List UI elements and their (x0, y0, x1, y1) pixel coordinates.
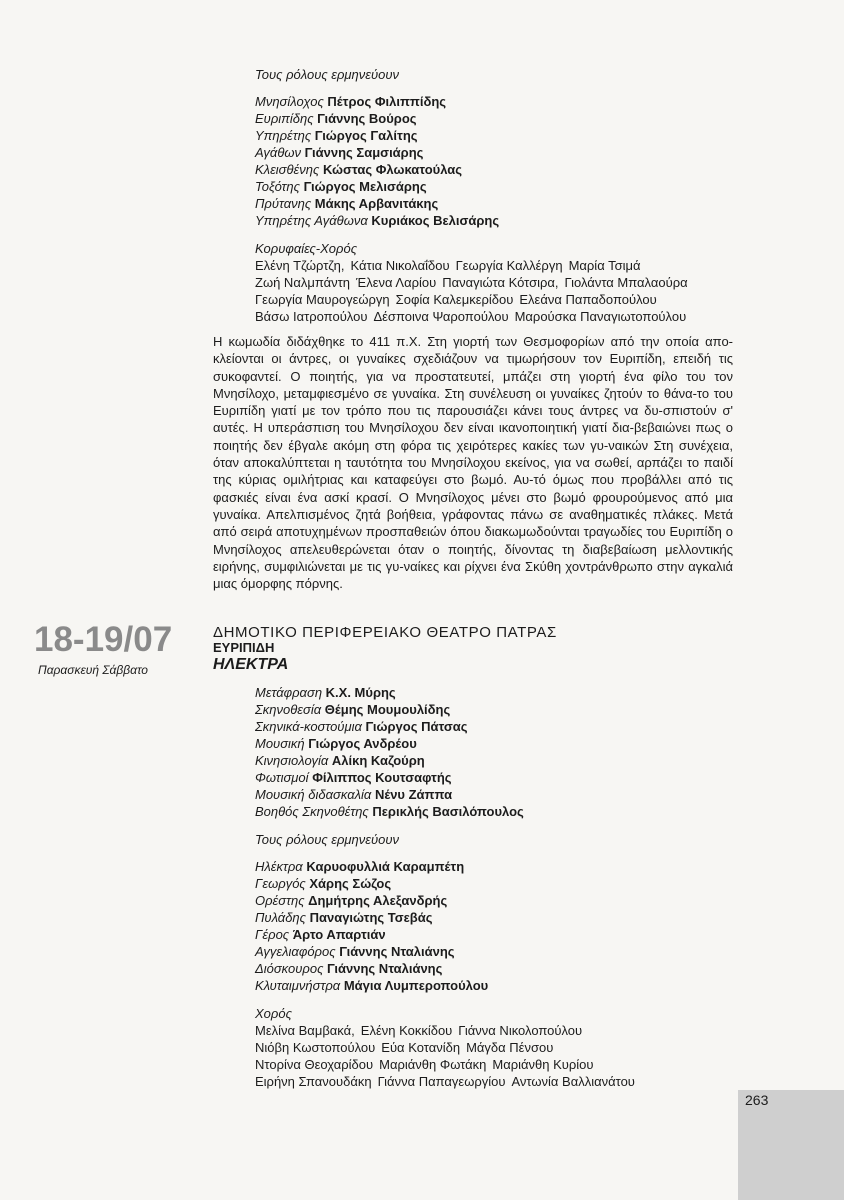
chorus-member: Γιάννα Παπαγεωργίου (377, 1074, 506, 1089)
chorus-member: Βάσω Ιατροπούλου (255, 309, 368, 324)
credit-name: Παναγιώτης Τσεβάς (309, 910, 433, 925)
top-cast-section (255, 66, 688, 325)
play-author: ΕΥΡΙΠΙΔΗ (213, 640, 275, 655)
credit-name: Γιάννης Βούρος (317, 111, 417, 126)
credit-name: Νένυ Ζάππα (374, 787, 453, 802)
chorus-member: Παναγιώτα Κότσιρα, (442, 275, 559, 290)
credit-name: Γιάννης Νταλιάνης (339, 944, 455, 959)
chorus-member: Γεωργία Καλλέργη (455, 258, 563, 273)
credit-role: Πυλάδης (255, 910, 306, 925)
chorus-line (255, 1073, 635, 1090)
event-days: Παρασκευή Σάββατο (38, 663, 148, 677)
credit-name: Αλίκη Καζούρη (331, 753, 425, 768)
credit-line (255, 926, 635, 943)
credit-role: Υπηρέτης Αγάθωνα (255, 213, 368, 228)
credit-name: Γιώργος Μελισάρης (303, 179, 427, 194)
credit-name: Πέτρος Φιλιππίδης (327, 94, 447, 109)
credit-role: Ευριπίδης (255, 111, 314, 126)
credit-role: Μουσική (255, 736, 305, 751)
cast-roles (255, 858, 635, 994)
top-cast-roles (255, 93, 688, 229)
top-cast-heading: Τους ρόλους ερμηνεύουν (255, 67, 400, 82)
credit-role: Μουσική διδασκαλία (255, 787, 372, 802)
chorus-member: Γεωργία Μαυρογεώργη (255, 292, 390, 307)
page-number: 263 (745, 1092, 769, 1108)
chorus-member: Σοφία Καλεμκερίδου (395, 292, 514, 307)
chorus-member: Ειρήνη Σπανουδάκη (255, 1074, 372, 1089)
event-date: 18-19/07 (34, 620, 173, 659)
credit-role: Κινησιολογία (255, 753, 329, 768)
chorus-line (255, 308, 688, 325)
credit-name: Γιώργος Γαλίτης (314, 128, 418, 143)
credit-role: Φωτισμοί (255, 770, 309, 785)
credit-line (255, 909, 635, 926)
chorus-member: Μαρούσκα Παναγιωτοπούλου (514, 309, 687, 324)
credit-name: Άρτο Απαρτιάν (292, 927, 386, 942)
credit-name: Γιάννης Σαμσιάρης (304, 145, 424, 160)
credit-role: Τοξότης (255, 179, 300, 194)
credit-role: Ηλέκτρα (255, 859, 303, 874)
credit-line (255, 752, 635, 769)
chorus-member: Γιολάντα Μπαλαούρα (564, 275, 688, 290)
credit-line (255, 786, 635, 803)
credit-line (255, 858, 635, 875)
credit-name: Κ.Χ. Μύρης (325, 685, 396, 700)
credit-line (255, 144, 688, 161)
chorus-heading: Χορός (255, 1006, 292, 1021)
credit-role: Μετάφραση (255, 685, 323, 700)
credit-line (255, 110, 688, 127)
page-number-tab (738, 1090, 844, 1200)
chorus-list (255, 1022, 635, 1090)
credit-role: Γέρος (255, 927, 290, 942)
credit-line (255, 803, 635, 820)
chorus-member: Νιόβη Κωστοπούλου (255, 1040, 376, 1055)
production-section (255, 684, 635, 1090)
credit-line (255, 977, 635, 994)
chorus-member: Ζωή Ναλμπάντη (255, 275, 350, 290)
credit-line (255, 212, 688, 229)
credit-line (255, 684, 635, 701)
credit-role: Βοηθός Σκηνοθέτης (255, 804, 369, 819)
chorus-line (255, 291, 688, 308)
chorus-member: Ελεάνα Παπαδοπούλου (519, 292, 657, 307)
credit-name: Φίλιππος Κουτσαφτής (312, 770, 452, 785)
credit-name: Γιάννης Νταλιάνης (327, 961, 443, 976)
credit-name: Καρυοφυλλιά Καραμπέτη (306, 859, 465, 874)
credit-line (255, 769, 635, 786)
credit-name: Δημήτρης Αλεξανδρής (308, 893, 448, 908)
chorus-member: Δέσποινα Ψαροπούλου (373, 309, 509, 324)
credit-role: Σκηνοθεσία (255, 702, 322, 717)
credit-name: Μάγια Λυμπεροπούλου (343, 978, 489, 993)
chorus-line (255, 1039, 635, 1056)
synopsis-paragraph: Η κωμωδία διδάχθηκε το 411 π.Χ. Στη γιορτή των Θεσμοφορίων από την οποία απο-κλείονται οι άντρες, οι γυναίκες σχεδιάζουν να τιμωρήσουν τον Ευριπίδη, επειδή τις συκοφαντεί. Ο ποιητής, για να προστατευτεί, μπάζει στη γιορτή ένα φίλο του τον Μνησίλοχο, μεταμφιεσμένο σε γυναίκα. Στη συνέλευση οι γυναίκες ζητούν το θάνα-το του Ευριπίδη γιατί με τον τρόπο που τις παρουσιάζει κάνει τους άντρες να δυ-σπιστούν σ' αυτές. Η υπεράσπιση του Μνησίλοχου δεν είναι ικανοποιητική γιατί δια-βεβαιώνει πως ο ποιητής δεν έβγαλε ακόμη στη φόρα τις χειρότερες κακίες των γυ-ναικών Στη συνέχεια, όταν αποκαλύπτεται η ταυτότητα του Μνησίλοχου εκείνος, για να σωθεί, αρπάζει το παιδί της κύριας ομιλήτριας και καταφεύγει στο βωμό. Αυ-τό όμως που προβάλλει από τις φασκιές είναι ένα ασκί κρασί. Ο Μνησίλοχος μένει στο βωμό φρουρούμενος από μια γυναίκα. Απελπισμένος ζητά βοήθεια, γράφοντας πάνω σε αναθηματικές πλάκες. Μετά από σειρά αποτυχημένων προσπαθειών όπου διακωμωδούνται τραγωδίες του Ευριπίδη ο Μνησίλοχος απελευθερώνεται όταν ο ποιητής, δίνοντας τη διαβεβαίωση μελλοντικής ειρήνης, συμφιλιώνεται με τις γυ-ναίκες και ρίχνει ένα Σκύθη χοντράνθρωπο στην αγκαλιά μιας όμορφης πόρνης. (213, 334, 733, 592)
cast-heading: Τους ρόλους ερμηνεύουν (255, 832, 400, 847)
credit-role: Υπηρέτης (255, 128, 312, 143)
top-chorus-list (255, 257, 688, 325)
credit-line (255, 735, 635, 752)
play-title: ΗΛΕΚΤΡΑ (213, 656, 289, 673)
credit-line (255, 943, 635, 960)
chorus-member: Μαριάνθη Φωτάκη (379, 1057, 487, 1072)
credit-line (255, 127, 688, 144)
credit-role: Διόσκουρος (255, 961, 324, 976)
chorus-member: Ελένη Κοκκίδου (360, 1023, 453, 1038)
chorus-line (255, 274, 688, 291)
chorus-member: Ντορίνα Θεοχαρίδου (255, 1057, 374, 1072)
chorus-member: Κάτια Νικολαΐδου (350, 258, 450, 273)
credit-line (255, 875, 635, 892)
chorus-member: Μάγδα Πένσου (466, 1040, 554, 1055)
credit-name: Χάρης Σώζος (309, 876, 392, 891)
crew-list (255, 684, 635, 820)
credit-role: Κλυταιμνήστρα (255, 978, 341, 993)
credit-role: Πρύτανης (255, 196, 312, 211)
credit-name: Κώστας Φλωκατούλας (322, 162, 463, 177)
credit-line (255, 701, 635, 718)
event-venue: ΔΗΜΟΤΙΚΟ ΠΕΡΙΦΕΡΕΙΑΚΟ ΘΕΑΤΡΟ ΠΑΤΡΑΣ (213, 624, 557, 641)
chorus-member: Γιάννα Νικολοπούλου (458, 1023, 583, 1038)
credit-line (255, 718, 635, 735)
credit-name: Μάκης Αρβανιτάκης (314, 196, 439, 211)
chorus-member: Ελένη Τζώρτζη, (255, 258, 345, 273)
chorus-member: Μαρία Τσιμά (568, 258, 641, 273)
top-chorus-heading: Κορυφαίες-Χορός (255, 241, 358, 256)
chorus-member: Μελίνα Βαμβακά, (255, 1023, 355, 1038)
chorus-line (255, 1056, 635, 1073)
credit-role: Ορέστης (255, 893, 305, 908)
credit-line (255, 93, 688, 110)
credit-role: Σκηνικά-κοστούμια (255, 719, 362, 734)
credit-name: Γιώργος Πάτσας (365, 719, 468, 734)
credit-role: Γεωργός (255, 876, 306, 891)
credit-name: Θέμης Μουμουλίδης (324, 702, 451, 717)
credit-role: Αγάθων (255, 145, 302, 160)
credit-line (255, 161, 688, 178)
credit-line (255, 195, 688, 212)
credit-name: Γιώργος Ανδρέου (308, 736, 417, 751)
chorus-line (255, 1022, 635, 1039)
credit-name: Κυριάκος Βελισάρης (371, 213, 500, 228)
credit-role: Κλεισθένης (255, 162, 320, 177)
credit-role: Αγγελιαφόρος (255, 944, 336, 959)
credit-line (255, 960, 635, 977)
credit-line (255, 178, 688, 195)
chorus-member: Έλενα Λαρίου (356, 275, 437, 290)
chorus-member: Εύα Κοτανίδη (381, 1040, 461, 1055)
credit-role: Μνησίλοχος (255, 94, 324, 109)
chorus-member: Μαριάνθη Κυρίου (492, 1057, 594, 1072)
chorus-line (255, 257, 688, 274)
credit-name: Περικλής Βασιλόπουλος (372, 804, 524, 819)
credit-line (255, 892, 635, 909)
chorus-member: Αντωνία Βαλλιανάτου (511, 1074, 635, 1089)
